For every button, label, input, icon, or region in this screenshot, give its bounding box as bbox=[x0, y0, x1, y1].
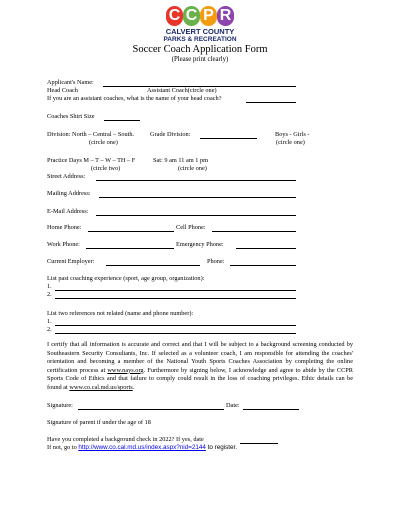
assistant-question: If you are an assistant coaches, what is the name of your head coach? bbox=[47, 95, 222, 102]
times-circle-one: (circle one) bbox=[178, 165, 207, 172]
logo-line2: PARKS & RECREATION bbox=[163, 36, 237, 43]
reference-field-1[interactable] bbox=[55, 325, 296, 326]
shirt-size-field[interactable] bbox=[104, 120, 140, 121]
certify-text-2: . Furthermore by signing below, I acknowledge and agree to abide by the CCPR Sports Code of Ethics and that failure to comply could result in the loss of coaching privileges. Ethic details can be found at bbox=[47, 366, 353, 391]
home-phone-field[interactable] bbox=[88, 231, 174, 232]
date-field[interactable] bbox=[243, 409, 299, 410]
practice-times-label[interactable]: Sat: 9 am 11 am 1 pm bbox=[153, 157, 209, 164]
background-check-date-field[interactable] bbox=[240, 443, 278, 444]
certify-text-1: I certify that all information is accurate and correct and that I will be subject to a background screening conducted by Southeastern Security Consultants, Inc. If selected as a volunteer coach, I am responsible for attending the coaches' orientation and becoming a member of the National Youth Sports Coaches Association by completing the online certification process at bbox=[47, 341, 353, 374]
logo-line1: CALVERT COUNTY bbox=[165, 27, 235, 36]
grade-division-label: Grade Division: bbox=[150, 131, 191, 138]
page-subtitle: (Please print clearly) bbox=[171, 56, 229, 63]
gender-circle-one: (circle one) bbox=[276, 139, 305, 146]
reference-number-2: 2. bbox=[47, 326, 52, 333]
experience-number-2: 2. bbox=[47, 291, 52, 298]
grade-division-field[interactable] bbox=[200, 138, 257, 139]
practice-days-label[interactable]: Practice Days M – T – W – TH – F bbox=[47, 157, 136, 164]
applicant-name-label: Applicant's Name: bbox=[47, 79, 94, 86]
email-address-field[interactable] bbox=[96, 215, 296, 216]
shirt-size-label: Coaches Shirt Size bbox=[47, 113, 95, 120]
logo-letter-p: P bbox=[200, 6, 217, 26]
ccpr-logo bbox=[166, 6, 236, 28]
experience-label: List past coaching experience (sport, age group, organization): bbox=[47, 275, 205, 282]
register-link[interactable]: http://www.co.cal.md.us/index.aspx?nid=2144 bbox=[78, 444, 206, 451]
division-label[interactable]: Division: North – Central – South. bbox=[47, 131, 135, 138]
register-instruction bbox=[47, 444, 237, 452]
if-not-text: If not, go to bbox=[47, 444, 79, 451]
cell-phone-field[interactable] bbox=[212, 231, 296, 232]
boys-girls-option[interactable]: Boys - Girls - bbox=[275, 131, 310, 138]
experience-field-2[interactable] bbox=[55, 298, 296, 299]
street-address-field[interactable] bbox=[96, 180, 296, 181]
emergency-phone-field[interactable] bbox=[236, 248, 296, 249]
current-employer-label: Current Employer: bbox=[47, 258, 95, 265]
home-phone-label: Home Phone: bbox=[47, 224, 82, 231]
experience-number-1: 1. bbox=[47, 283, 52, 290]
street-address-label: Street Address: bbox=[47, 173, 86, 180]
signature-field[interactable] bbox=[78, 409, 224, 410]
head-coach-option[interactable]: Head Coach bbox=[47, 87, 78, 94]
work-phone-field[interactable] bbox=[86, 248, 174, 249]
division-circle-one: (circle one) bbox=[89, 139, 118, 146]
page-title: Soccer Coach Application Form bbox=[132, 44, 268, 55]
practice-circle-two: (circle two) bbox=[91, 165, 121, 172]
to-register-text: to register. bbox=[205, 444, 238, 451]
sports-link[interactable]: www.co.cal.md.us/sports bbox=[69, 383, 133, 391]
signature-label: Signature: bbox=[47, 402, 73, 409]
assistant-coach-option[interactable]: Assistant Coach(circle one) bbox=[147, 87, 217, 94]
cell-phone-label: Cell Phone: bbox=[176, 224, 206, 231]
background-check-question: Have you completed a background check in 2022? If yes, date bbox=[47, 436, 204, 443]
logo-letter-c1: C bbox=[166, 6, 183, 26]
work-phone-label: Work Phone: bbox=[47, 241, 80, 248]
current-employer-field[interactable] bbox=[106, 265, 200, 266]
certification-paragraph bbox=[47, 341, 353, 393]
experience-field-1[interactable] bbox=[55, 290, 296, 291]
reference-number-1: 1. bbox=[47, 318, 52, 325]
email-address-label: E-Mail Address: bbox=[47, 208, 89, 215]
mailing-address-label: Mailing Address: bbox=[47, 190, 91, 197]
references-label: List two references not related (name and phone number): bbox=[47, 310, 194, 317]
date-label: Date: bbox=[226, 402, 240, 409]
employer-phone-label: Phone: bbox=[207, 258, 225, 265]
reference-field-2[interactable] bbox=[55, 333, 296, 334]
mailing-address-field[interactable] bbox=[99, 197, 296, 198]
nays-link[interactable]: www.nays.org bbox=[107, 366, 144, 374]
logo-letter-r: R bbox=[217, 6, 234, 26]
emergency-phone-label: Emergency Phone: bbox=[176, 241, 224, 248]
employer-phone-field[interactable] bbox=[230, 265, 296, 266]
logo-letter-c2: C bbox=[183, 6, 200, 26]
certify-text-3: . bbox=[132, 383, 135, 391]
head-coach-name-field[interactable] bbox=[246, 102, 296, 103]
parent-signature-label: Signature of parent if under the age of 18 bbox=[47, 419, 151, 426]
